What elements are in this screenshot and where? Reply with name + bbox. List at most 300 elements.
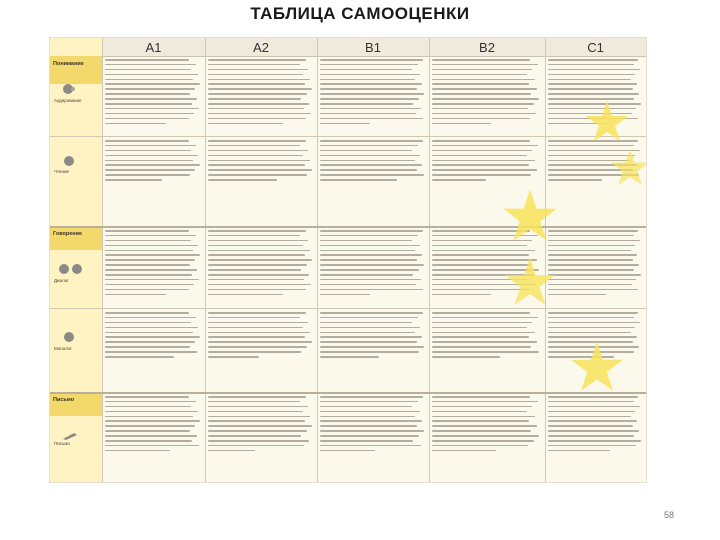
text-line — [432, 440, 534, 442]
text-line — [105, 83, 200, 85]
text-line — [105, 269, 197, 271]
text-line — [105, 160, 193, 162]
text-line — [320, 64, 418, 66]
skill-label-listening: Аудирование — [54, 98, 82, 103]
text-line — [432, 164, 529, 166]
text-line — [105, 169, 195, 171]
text-line — [208, 327, 303, 329]
text-line — [432, 346, 531, 348]
text-line — [105, 425, 195, 427]
descriptor-text-block — [548, 230, 642, 299]
page-title: ТАБЛИЦА САМООЦЕНКИ — [250, 4, 470, 23]
text-line — [105, 88, 195, 90]
level-header-b2: B2 — [479, 40, 495, 55]
text-line — [320, 74, 420, 76]
text-line — [105, 250, 193, 252]
text-line — [208, 164, 305, 166]
text-line — [208, 59, 306, 61]
text-line — [105, 435, 197, 437]
text-line — [320, 269, 419, 271]
text-line — [105, 279, 199, 281]
text-line — [320, 425, 417, 427]
descriptor-text-block — [432, 312, 540, 361]
text-line — [320, 420, 422, 422]
grid-line — [50, 392, 646, 394]
text-line — [320, 83, 422, 85]
text-line — [548, 264, 639, 266]
text-line — [105, 79, 193, 81]
text-line — [320, 160, 415, 162]
text-line — [105, 108, 199, 110]
text-line — [432, 74, 527, 76]
text-line — [432, 179, 486, 181]
text-line — [208, 341, 312, 343]
text-line — [432, 118, 530, 120]
descriptor-text-block — [320, 312, 425, 361]
text-line — [208, 259, 312, 261]
text-line — [548, 406, 640, 408]
descriptor-text-block — [320, 140, 425, 184]
text-line — [432, 356, 500, 358]
descriptor-text-block — [432, 59, 540, 128]
text-line — [320, 327, 420, 329]
grid-line — [102, 38, 103, 482]
text-line — [105, 445, 199, 447]
text-line — [208, 174, 307, 176]
text-line — [105, 332, 193, 334]
text-line — [548, 64, 634, 66]
descriptor-text-block — [208, 230, 313, 299]
text-line — [320, 259, 417, 261]
text-line — [548, 327, 635, 329]
text-line — [208, 245, 303, 247]
text-line — [320, 145, 418, 147]
grid-line — [429, 38, 430, 482]
text-line — [208, 269, 301, 271]
text-line — [320, 98, 419, 100]
text-line — [320, 341, 417, 343]
text-line — [548, 250, 631, 252]
descriptor-text-block — [105, 312, 201, 361]
text-line — [208, 440, 309, 442]
text-line — [208, 113, 311, 115]
descriptor-text-block — [208, 396, 313, 455]
text-line — [208, 145, 300, 147]
skill-label-monologue: Монолог — [54, 346, 73, 351]
text-line — [548, 74, 635, 76]
text-line — [432, 140, 530, 142]
text-line — [432, 396, 530, 398]
text-line — [208, 160, 310, 162]
text-line — [548, 179, 602, 181]
text-line — [320, 450, 375, 452]
text-line — [320, 396, 423, 398]
text-line — [432, 336, 529, 338]
text-line — [105, 74, 198, 76]
text-line — [208, 435, 301, 437]
descriptor-text-block — [105, 59, 201, 128]
text-line — [432, 435, 539, 437]
text-line — [105, 174, 190, 176]
text-line — [320, 245, 420, 247]
text-line — [432, 145, 538, 147]
text-line — [320, 440, 413, 442]
descriptor-text-block — [432, 140, 540, 184]
text-line — [208, 336, 305, 338]
text-line — [320, 430, 424, 432]
text-line — [432, 450, 496, 452]
text-line — [548, 235, 634, 237]
text-line — [432, 250, 535, 252]
text-line — [105, 103, 192, 105]
grid-line — [317, 38, 318, 482]
section-label-speaking: Говорение — [53, 231, 83, 237]
text-line — [432, 416, 535, 418]
text-line — [432, 69, 532, 71]
text-line — [208, 396, 306, 398]
descriptor-text-block — [208, 59, 313, 128]
text-line — [208, 289, 306, 291]
text-line — [320, 150, 412, 152]
text-line — [105, 416, 193, 418]
descriptor-text-block — [105, 140, 201, 184]
text-line — [320, 332, 415, 334]
text-line — [548, 445, 636, 447]
text-line — [432, 406, 532, 408]
text-line — [105, 93, 190, 95]
text-line — [208, 416, 310, 418]
text-line — [105, 430, 190, 432]
text-line — [208, 445, 304, 447]
text-line — [320, 88, 417, 90]
text-line — [105, 179, 162, 181]
text-line — [432, 79, 535, 81]
text-line — [105, 113, 194, 115]
text-line — [548, 284, 632, 286]
text-line — [548, 289, 638, 291]
text-line — [208, 108, 304, 110]
text-line — [320, 336, 422, 338]
text-line — [105, 240, 191, 242]
text-line — [208, 155, 303, 157]
text-line — [105, 346, 190, 348]
text-line — [548, 240, 640, 242]
skill-label-writing: Письмо — [54, 441, 70, 446]
text-line — [208, 103, 309, 105]
text-line — [105, 284, 194, 286]
text-line — [208, 79, 310, 81]
text-line — [105, 401, 196, 403]
text-line — [432, 294, 491, 296]
descriptor-text-block — [208, 312, 313, 361]
star-icon — [504, 256, 556, 311]
text-line — [320, 230, 423, 232]
text-line — [208, 411, 303, 413]
text-line — [208, 450, 255, 452]
text-line — [320, 416, 415, 418]
text-line — [320, 69, 412, 71]
level-header-a2: A2 — [253, 40, 269, 55]
level-header-a1: A1 — [145, 40, 162, 55]
text-line — [105, 351, 197, 353]
text-line — [320, 118, 423, 120]
text-line — [320, 93, 424, 95]
text-line — [105, 336, 200, 338]
text-line — [548, 425, 633, 427]
text-line — [320, 317, 418, 319]
text-line — [432, 93, 531, 95]
text-line — [105, 98, 197, 100]
text-line — [432, 169, 537, 171]
text-line — [548, 332, 631, 334]
text-line — [548, 79, 631, 81]
text-line — [105, 69, 191, 71]
text-line — [105, 235, 196, 237]
text-line — [208, 98, 301, 100]
text-line — [208, 179, 277, 181]
text-line — [432, 420, 529, 422]
text-line — [105, 440, 192, 442]
text-line — [105, 356, 174, 358]
text-line — [320, 113, 416, 115]
text-line — [320, 254, 422, 256]
text-line — [320, 312, 423, 314]
text-line — [548, 440, 641, 442]
text-line — [105, 164, 200, 166]
text-line — [208, 317, 300, 319]
text-line — [105, 274, 192, 276]
grid-line — [50, 308, 646, 309]
text-line — [320, 406, 412, 408]
text-line — [320, 279, 421, 281]
text-line — [208, 64, 300, 66]
text-line — [105, 150, 191, 152]
text-line — [548, 254, 637, 256]
text-line — [208, 294, 283, 296]
section-label-understanding: Понимание — [53, 61, 84, 67]
descriptor-text-block — [105, 230, 201, 299]
text-line — [548, 83, 637, 85]
text-line — [208, 88, 312, 90]
text-line — [105, 327, 198, 329]
text-line — [548, 322, 640, 324]
star-icon — [610, 148, 646, 191]
text-line — [208, 74, 303, 76]
level-header-row — [102, 38, 646, 57]
text-line — [208, 351, 301, 353]
text-line — [320, 289, 423, 291]
text-line — [320, 356, 379, 358]
text-line — [105, 140, 189, 142]
text-line — [105, 411, 198, 413]
text-line — [548, 88, 633, 90]
text-line — [320, 174, 424, 176]
text-line — [208, 332, 310, 334]
text-line — [208, 123, 283, 125]
text-line — [548, 420, 637, 422]
text-line — [208, 346, 307, 348]
text-line — [105, 312, 189, 314]
text-line — [548, 69, 640, 71]
text-line — [548, 416, 631, 418]
text-line — [105, 450, 170, 452]
text-line — [208, 420, 305, 422]
descriptor-text-block — [105, 396, 201, 455]
text-line — [432, 341, 537, 343]
text-line — [320, 155, 420, 157]
text-line — [320, 103, 413, 105]
text-line — [105, 341, 195, 343]
star-icon — [570, 340, 624, 397]
text-line — [105, 396, 189, 398]
text-line — [432, 150, 532, 152]
text-line — [208, 235, 300, 237]
text-line — [432, 108, 528, 110]
self-assessment-table — [50, 38, 646, 482]
label-column — [50, 38, 102, 482]
text-line — [105, 259, 195, 261]
text-line — [320, 411, 420, 413]
text-line — [105, 123, 166, 125]
text-line — [105, 118, 189, 120]
level-header-c1: C1 — [587, 40, 604, 55]
text-line — [320, 164, 422, 166]
descriptor-text-block — [208, 140, 313, 184]
text-line — [320, 235, 418, 237]
text-line — [208, 240, 308, 242]
text-line — [208, 356, 259, 358]
text-line — [208, 169, 312, 171]
text-line — [208, 401, 300, 403]
level-header-b1: B1 — [365, 40, 381, 55]
text-line — [208, 118, 306, 120]
text-line — [320, 108, 421, 110]
descriptor-text-block — [432, 396, 540, 455]
text-line — [548, 450, 610, 452]
text-line — [432, 327, 527, 329]
text-line — [320, 240, 412, 242]
text-line — [432, 59, 530, 61]
text-line — [320, 59, 423, 61]
text-line — [548, 245, 635, 247]
text-line — [105, 59, 189, 61]
text-line — [548, 230, 638, 232]
text-line — [432, 332, 535, 334]
text-line — [320, 401, 418, 403]
text-line — [208, 230, 306, 232]
text-line — [320, 351, 419, 353]
text-line — [548, 312, 638, 314]
page-number: 58 — [664, 510, 675, 520]
text-line — [208, 250, 310, 252]
text-line — [548, 336, 637, 338]
text-line — [432, 174, 531, 176]
text-line — [432, 411, 527, 413]
text-line — [432, 103, 534, 105]
text-line — [208, 254, 305, 256]
text-line — [320, 322, 412, 324]
text-line — [432, 83, 529, 85]
text-line — [208, 430, 307, 432]
text-line — [320, 179, 397, 181]
text-line — [208, 322, 308, 324]
text-line — [208, 284, 311, 286]
text-line — [320, 140, 423, 142]
text-line — [105, 264, 190, 266]
text-line — [320, 169, 417, 171]
text-line — [432, 430, 531, 432]
text-line — [320, 123, 370, 125]
descriptor-text-block — [320, 230, 425, 299]
text-line — [208, 93, 307, 95]
text-line — [105, 294, 166, 296]
text-line — [208, 312, 306, 314]
text-line — [548, 274, 641, 276]
text-line — [105, 155, 198, 157]
text-line — [105, 245, 198, 247]
grid-line — [205, 38, 206, 482]
text-line — [105, 64, 196, 66]
section-label-writing: Письмо — [53, 397, 75, 403]
text-line — [208, 150, 308, 152]
text-line — [105, 254, 200, 256]
text-line — [320, 346, 424, 348]
text-line — [105, 230, 189, 232]
text-line — [548, 294, 606, 296]
text-line — [548, 269, 634, 271]
text-line — [432, 425, 537, 427]
text-line — [548, 430, 639, 432]
text-line — [548, 411, 635, 413]
text-line — [208, 140, 306, 142]
text-line — [432, 64, 538, 66]
text-line — [432, 88, 537, 90]
text-line — [320, 79, 415, 81]
text-line — [432, 98, 539, 100]
text-line — [105, 317, 196, 319]
text-line — [320, 445, 421, 447]
text-line — [432, 113, 536, 115]
skill-label-reading: Чтение — [54, 169, 70, 174]
text-line — [548, 59, 638, 61]
descriptor-text-block — [320, 59, 425, 128]
text-line — [208, 274, 309, 276]
text-line — [548, 279, 636, 281]
text-line — [208, 425, 312, 427]
text-line — [320, 250, 415, 252]
text-line — [208, 69, 308, 71]
star-icon — [585, 100, 629, 147]
grid-line — [50, 136, 646, 137]
text-line — [432, 351, 539, 353]
text-line — [548, 259, 633, 261]
text-line — [320, 294, 370, 296]
text-line — [432, 155, 527, 157]
text-line — [105, 145, 196, 147]
text-line — [432, 322, 532, 324]
text-line — [105, 420, 200, 422]
text-line — [208, 83, 305, 85]
text-line — [432, 317, 538, 319]
text-line — [105, 406, 191, 408]
text-line — [548, 435, 634, 437]
text-line — [548, 401, 634, 403]
text-line — [320, 264, 424, 266]
text-line — [208, 279, 304, 281]
text-line — [432, 401, 538, 403]
text-line — [208, 406, 308, 408]
text-line — [105, 322, 191, 324]
